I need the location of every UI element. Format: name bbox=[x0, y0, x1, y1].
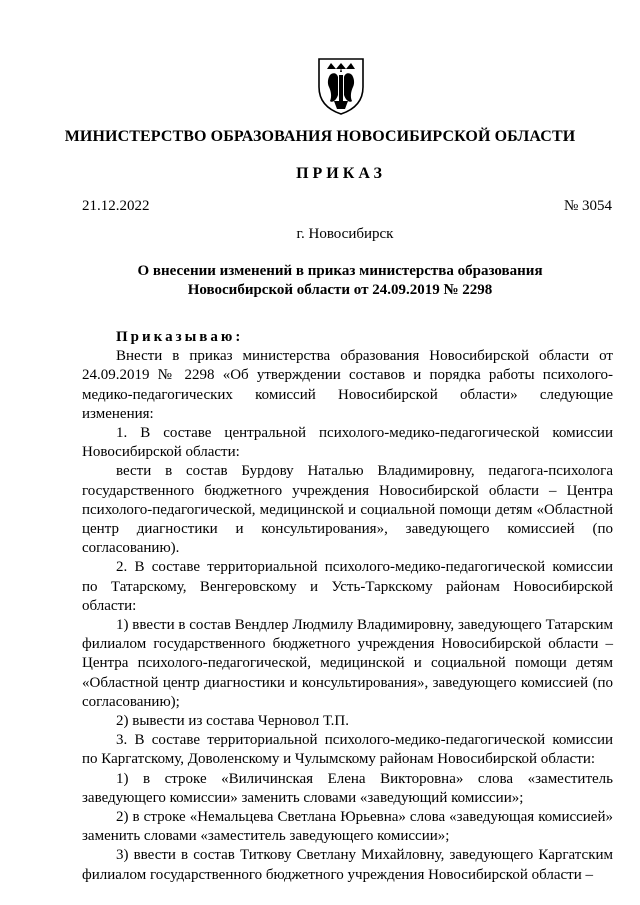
subject-line-2: Новосибирской области от 24.09.2019 № 2298 bbox=[187, 282, 493, 298]
section-2-heading: 2. В составе территориальной психолого-медико-педагогической комиссии по Татарскому, Венгеровскому и Усть-Таркскому районам Новосибирской области: bbox=[82, 559, 613, 614]
subject-line-1: О внесении изменений в приказ министерства образования bbox=[137, 263, 543, 279]
coat-of-arms-icon bbox=[316, 57, 366, 115]
section-2-item-1: 1) ввести в состав Вендлер Людмилу Владимировну, заведующего Татарским филиалом государственного бюджетного учреждения Новосибирской области – Центра психолого-педагогической, медицинской и социальной помощи детям «Областной центр диагностики и консультирования», заведующего комиссией (по согласованию); bbox=[82, 617, 613, 710]
order-city: г. Новосибирск bbox=[296, 226, 394, 242]
section-1-heading: 1. В составе центральной психолого-медико-педагогической комиссии Новосибирской области: bbox=[82, 425, 613, 461]
order-body bbox=[82, 328, 613, 885]
order-number: № 3054 bbox=[563, 198, 612, 214]
ministry-name: МИНИСТЕРСТВО ОБРАЗОВАНИЯ НОВОСИБИРСКОЙ ОБЛАСТИ bbox=[64, 128, 576, 145]
order-date: 21.12.2022 bbox=[82, 198, 150, 214]
section-3-item-2: 2) в строке «Немальцева Светлана Юрьевна» слова «заведующая комиссией» заменить словами «заместитель заведующего комиссии»; bbox=[82, 809, 613, 845]
section-3-item-3: 3) ввести в состав Титкову Светлану Михайловну, заведующего Каргатским филиалом государственного бюджетного учреждения Новосибирской области – bbox=[82, 847, 613, 883]
intro-paragraph: Внести в приказ министерства образования Новосибирской области от 24.09.2019 № 2298 «Об утверждении составов и порядка работы психолого-медико-педагогических комиссий Новосибирской области» следующие изменения: bbox=[82, 348, 613, 422]
directive-heading: Приказываю: bbox=[116, 329, 244, 345]
order-subject bbox=[0, 262, 640, 300]
section-1-item: вести в состав Бурдову Наталью Владимировну, педагога-психолога государственного бюджетного учреждения Новосибирской области – Центра психолого-педагогической, медицинской и социальной помощи детям «Областной центр диагностики и консультирования», заведующего комиссией (по согласованию). bbox=[82, 463, 613, 557]
section-2-item-2: 2) вывести из состава Черновол Т.П. bbox=[116, 713, 349, 730]
document-type-title: ПРИКАЗ bbox=[296, 165, 386, 182]
section-3-item-1: 1) в строке «Виличинская Елена Викторовна» слова «заместитель заведующего комиссии» заменить словами «заведующий комиссии»; bbox=[82, 770, 613, 806]
section-3-heading: 3. В составе территориальной психолого-медико-педагогической комиссии по Каргатскому, Доволенскому и Чулымскому районам Новосибирской области: bbox=[82, 732, 613, 768]
